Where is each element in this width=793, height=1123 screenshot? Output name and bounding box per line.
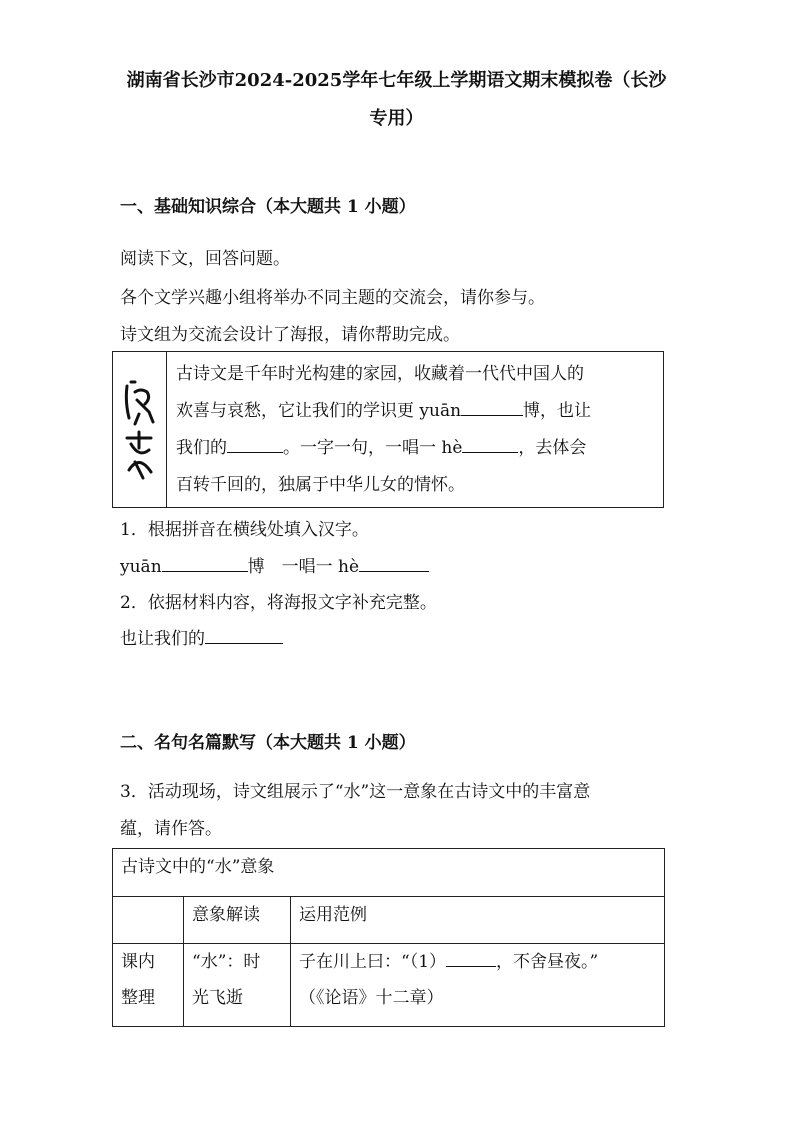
question-3-line-1: 3．活动现场，诗文组展示了“水”这一意象在古诗文中的丰富意 — [120, 782, 591, 802]
header-example: 运用范例 — [291, 897, 665, 944]
poster-line-1: 古诗文是千年时光构建的家园，收藏着一代代中国人的 — [176, 364, 584, 384]
seal-cell — [113, 352, 167, 507]
question-2-answer-line: 也让我们的 — [120, 624, 283, 649]
title-line-1: 湖南省长沙市2024-2025学年七年级上学期语文期末模拟卷（长沙 — [126, 70, 667, 91]
header-empty-cell — [113, 897, 184, 944]
poster-blank-fill[interactable] — [227, 436, 283, 453]
section-1-intro-1: 阅读下文，回答问题。 — [120, 249, 290, 269]
poster-box — [112, 351, 664, 508]
document-title — [100, 62, 693, 138]
section-1-intro-3: 诗文组为交流会设计了海报，请你帮助完成。 — [120, 325, 460, 345]
table-caption: 古诗文中的“水”意象 — [113, 849, 665, 897]
poster-line-4: 百转千回的，独属于中华儿女的情怀。 — [176, 475, 465, 495]
section-1-intro-2: 各个文学兴趣小组将举办不同主题的交流会，请你参与。 — [120, 288, 545, 308]
poster-line-2: 欢喜与哀愁，它让我们的学识更 yuān 博，也让 — [176, 401, 592, 421]
question-1-answer-line: yuān 博 一唱一 hè — [120, 552, 429, 577]
answer-blank-1[interactable] — [446, 950, 496, 967]
header-reading: 意象解读 — [184, 897, 291, 944]
row-example: 子在川上曰：“（1） ，不舍昼夜。” （《论语》十二章） — [291, 944, 665, 1027]
question-3-line-2: 蕴，请作答。 — [120, 819, 222, 839]
title-line-2: 专用） — [369, 108, 424, 129]
question-2: 2．依据材料内容，将海报文字补充完整。 — [120, 593, 437, 613]
answer-blank-poster[interactable] — [205, 627, 283, 644]
row-category: 课内 整理 — [113, 944, 184, 1027]
poster-blank-he[interactable] — [462, 436, 518, 453]
poster-line-3: 我们的 。一字一句，一唱一 hè ，去体会 — [176, 438, 587, 458]
section-1-heading: 一、基础知识综合（本大题共 1 小题） — [120, 197, 416, 217]
poster-blank-yuan[interactable] — [461, 399, 523, 416]
answer-blank-he[interactable] — [359, 555, 429, 572]
row-reading: “水”：时 光飞逝 — [184, 944, 291, 1027]
answer-blank-yuan[interactable] — [162, 555, 248, 572]
water-imagery-table — [112, 848, 665, 1027]
poster-text — [176, 356, 656, 504]
question-1: 1．根据拼音在横线处填入汉字。 — [120, 520, 369, 540]
section-2-heading: 二、名句名篇默写（本大题共 1 小题） — [120, 733, 416, 753]
seal-script-characters-icon — [121, 374, 157, 484]
